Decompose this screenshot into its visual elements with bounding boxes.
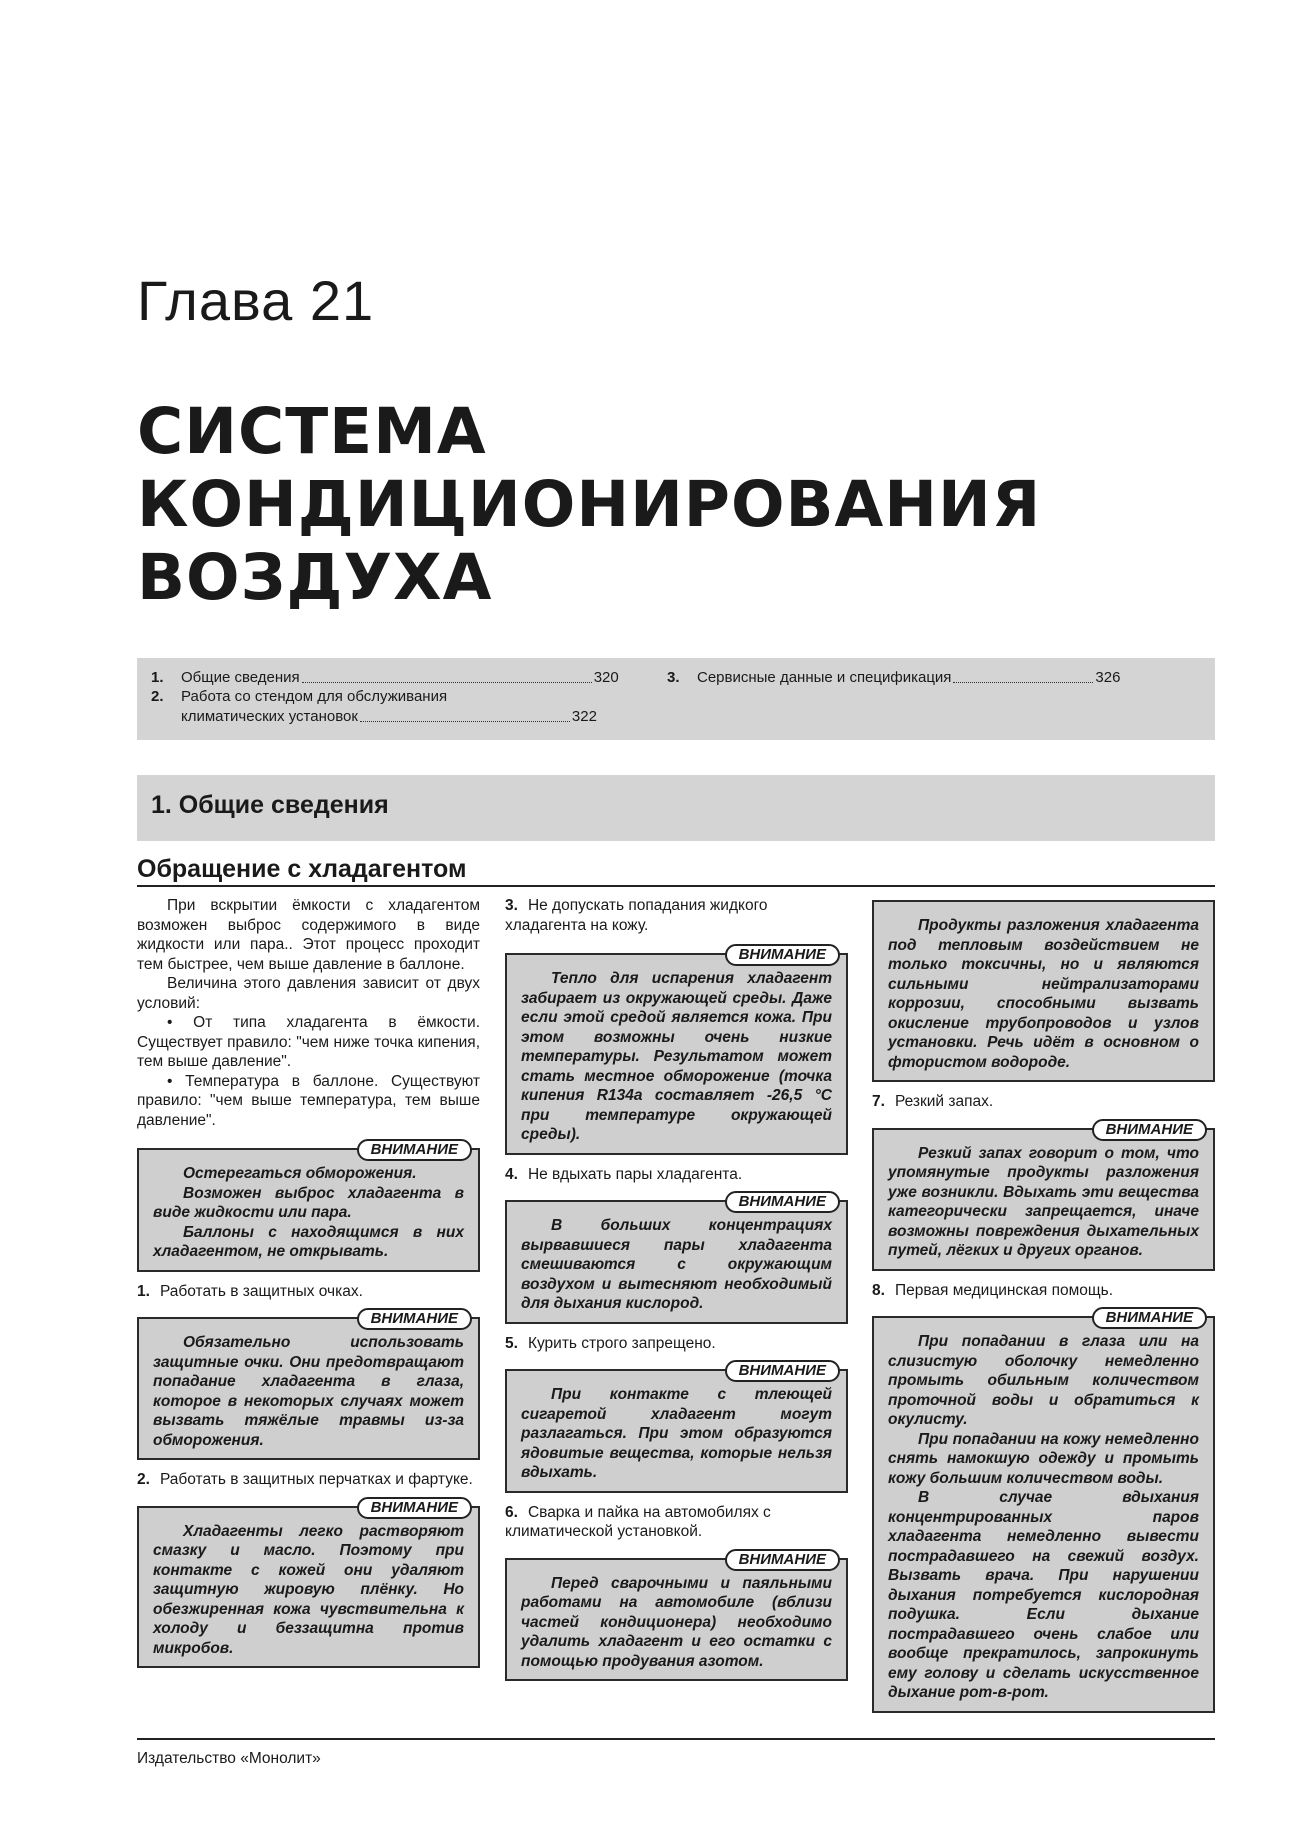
item-number: 2.	[137, 1471, 150, 1488]
footer-rule	[137, 1738, 1215, 1740]
list-item	[872, 1092, 1215, 1112]
section-title: 1. Общие сведения	[151, 791, 389, 819]
toc-text: климатических установок	[181, 708, 358, 725]
warning-text: Хладагенты легко растворяют смазку и масло. Поэтому при контакте с кожей они удаляют защитную жировую плёнку. Но обезжиренная кожа чувствительна к холоду и беззащитна против микробов.	[153, 1522, 464, 1657]
warning-text: В больших концентрациях вырвавшиеся пары хладагента смешиваются с окружающим воздухом и вытесняют необходимый для дыхания кислород.	[521, 1217, 832, 1312]
warning-label: ВНИМАНИЕ	[725, 1191, 840, 1213]
item-number: 4.	[505, 1165, 518, 1183]
warning-text: Обязательно использовать защитные очки. Они предотвращают попадание хладагента в глаза, которое в некоторых случаях может вызвать тяжёлые травмы из-за обморожения.	[153, 1334, 464, 1449]
list-item	[137, 1282, 480, 1302]
column-2	[505, 896, 848, 1681]
item-number: 6.	[505, 1503, 518, 1521]
warning-text: В случае вдыхания концентрированных паров хладагента немедленно вывести пострадавшего на свежий воздух. Вызвать врача. При нарушении дыхания потребуется кислородная подушка. Если дыхание пострадавшего очень слабое или вообще прекратилось, запрокинуть ему голову и сделать искусственное дыхание рот-в-рот.	[888, 1489, 1199, 1701]
warning-label: ВНИМАНИЕ	[725, 1360, 840, 1382]
item-text: Не вдыхать пары хладагента.	[527, 1165, 743, 1183]
warning-text: При контакте с тлеющей сигаретой хладагент могут разлагаться. При этом образуются ядовитые вещества, которые нельзя вдыхать.	[521, 1386, 832, 1481]
item-text: Резкий запах.	[894, 1093, 994, 1110]
warning-text: При попадании в глаза или на слизистую оболочку немедленно промыть обильным количеством проточной воды и обратиться к окулисту.	[888, 1333, 1199, 1428]
list-item	[505, 1334, 848, 1354]
subheading-rule	[137, 885, 1215, 887]
paragraph: Величина этого давления зависит от двух условий:	[137, 975, 480, 1012]
item-number: 3.	[505, 897, 518, 914]
warning-label: ВНИМАНИЕ	[357, 1497, 472, 1519]
item-text: Работать в защитных перчатках и фартуке.	[159, 1471, 473, 1488]
toc-num: 3.	[667, 669, 680, 686]
toc-num: 2.	[151, 688, 164, 705]
item-text: Первая медицинская помощь.	[894, 1281, 1114, 1299]
chapter-label: Глава 21	[137, 269, 375, 332]
toc-text: Сервисные данные и спецификация	[697, 669, 952, 686]
warning-text: Тепло для испарения хладагент забирает из окружающей среды. Даже если этой средой является кожа. При этом возможны очень низкие температуры. Результатом может стать местное обморожение (точка кипения R134a составляет -26,5 °С при температуре окружающей среды).	[521, 970, 832, 1143]
warning-label: ВНИМАНИЕ	[1092, 1119, 1207, 1141]
paragraph: • Температура в баллоне. Существуют правило: "чем выше температура, тем выше давление".	[137, 1072, 480, 1129]
item-number: 8.	[872, 1281, 885, 1299]
warning-box	[137, 1310, 480, 1460]
toc-item-2-cont[interactable]	[151, 707, 661, 727]
warning-box	[137, 1141, 480, 1272]
list-item	[872, 1281, 1215, 1301]
list-item	[505, 1503, 848, 1542]
column-1	[137, 896, 480, 1668]
warning-text: Остерегаться обморожения.	[183, 1165, 417, 1182]
list-item	[137, 1470, 480, 1490]
toc-page: 320	[593, 669, 619, 686]
warning-text: Возможен выброс хладагента в виде жидкости или пара.	[153, 1184, 464, 1221]
warning-label: ВНИМАНИЕ	[725, 1549, 840, 1571]
title-line: СИСТЕМА	[137, 395, 487, 468]
toc-leader	[302, 682, 592, 683]
warning-label: ВНИМАНИЕ	[1092, 1307, 1207, 1329]
table-of-contents	[137, 658, 1215, 740]
toc-item-3[interactable]	[667, 668, 1207, 688]
toc-leader	[953, 682, 1093, 683]
item-text: Сварка и пайка на автомобилях с климатической установкой.	[505, 1503, 771, 1540]
toc-page: 326	[1095, 669, 1121, 686]
title-line: ВОЗДУХА	[137, 541, 493, 614]
warning-label: ВНИМАНИЕ	[357, 1139, 472, 1161]
chapter-title	[137, 395, 1041, 614]
item-text: Курить строго запрещено.	[527, 1334, 716, 1352]
toc-item-2[interactable]	[151, 687, 661, 707]
publisher-footer: Издательство «Монолит»	[137, 1750, 321, 1767]
title-line: КОНДИЦИОНИРОВАНИЯ	[137, 468, 1042, 541]
toc-text: Общие сведения	[181, 669, 300, 686]
toc-item-1[interactable]	[151, 668, 661, 688]
warning-box	[505, 1550, 848, 1682]
toc-leader	[360, 721, 570, 722]
item-number: 7.	[872, 1093, 885, 1110]
warning-text: При попадании на кожу немедленно снять намокшую одежду и промыть кожу большим количеством воды.	[888, 1430, 1199, 1487]
warning-text: Баллоны с находящимся в них хладагентом, не открывать.	[153, 1223, 464, 1260]
subheading: Обращение с хладагентом	[137, 855, 467, 883]
list-item	[505, 1165, 848, 1185]
warning-box	[505, 1362, 848, 1493]
warning-label: ВНИМАНИЕ	[725, 944, 840, 966]
item-number: 1.	[137, 1282, 150, 1300]
paragraph: • От типа хладагента в ёмкости. Существует правило: "чем ниже точка кипения, тем выше давление".	[137, 1014, 480, 1070]
paragraph: При вскрытии ёмкости с хладагентом возможен выброс содержимого в виде жидкости или пара.. Этот процесс проходит тем быстрее, чем выше давление в баллоне.	[137, 897, 480, 973]
warning-box	[872, 1120, 1215, 1271]
warning-label: ВНИМАНИЕ	[357, 1308, 472, 1330]
warning-text: Резкий запах говорит о том, что упомянутые продукты разложения уже возникли. Вдыхать эти вещества категорически запрещается, иначе возможны повреждения дыхательных путей, лёгких и других органов.	[888, 1144, 1199, 1259]
warning-box	[505, 1193, 848, 1324]
warning-text: Перед сварочными и паяльными работами на автомобиле (вблизи частей кондиционера) необходимо удалить хладагент и его остатки с помощью продувания азотом.	[521, 1574, 832, 1670]
section-header	[137, 775, 1215, 841]
list-item	[505, 896, 848, 935]
info-box	[872, 900, 1215, 1082]
item-number: 5.	[505, 1334, 518, 1352]
toc-text: Работа со стендом для обслуживания	[181, 688, 448, 705]
warning-box	[505, 946, 848, 1155]
info-text: Продукты разложения хладагента под тепловым воздействием не только токсичны, но и являются сильными нейтрализаторами коррозии, способными вызвать окисление трубопроводов и узлов установки. Речь идёт в основном о фтористом водороде.	[888, 917, 1199, 1071]
warning-box	[137, 1498, 480, 1669]
warning-box	[872, 1309, 1215, 1713]
item-text: Работать в защитных очках.	[159, 1282, 363, 1300]
toc-page: 322	[571, 708, 597, 725]
toc-num: 1.	[151, 669, 164, 686]
item-text: Не допускать попадания жидкого хладагента на кожу.	[505, 897, 768, 934]
column-3	[872, 896, 1215, 1713]
